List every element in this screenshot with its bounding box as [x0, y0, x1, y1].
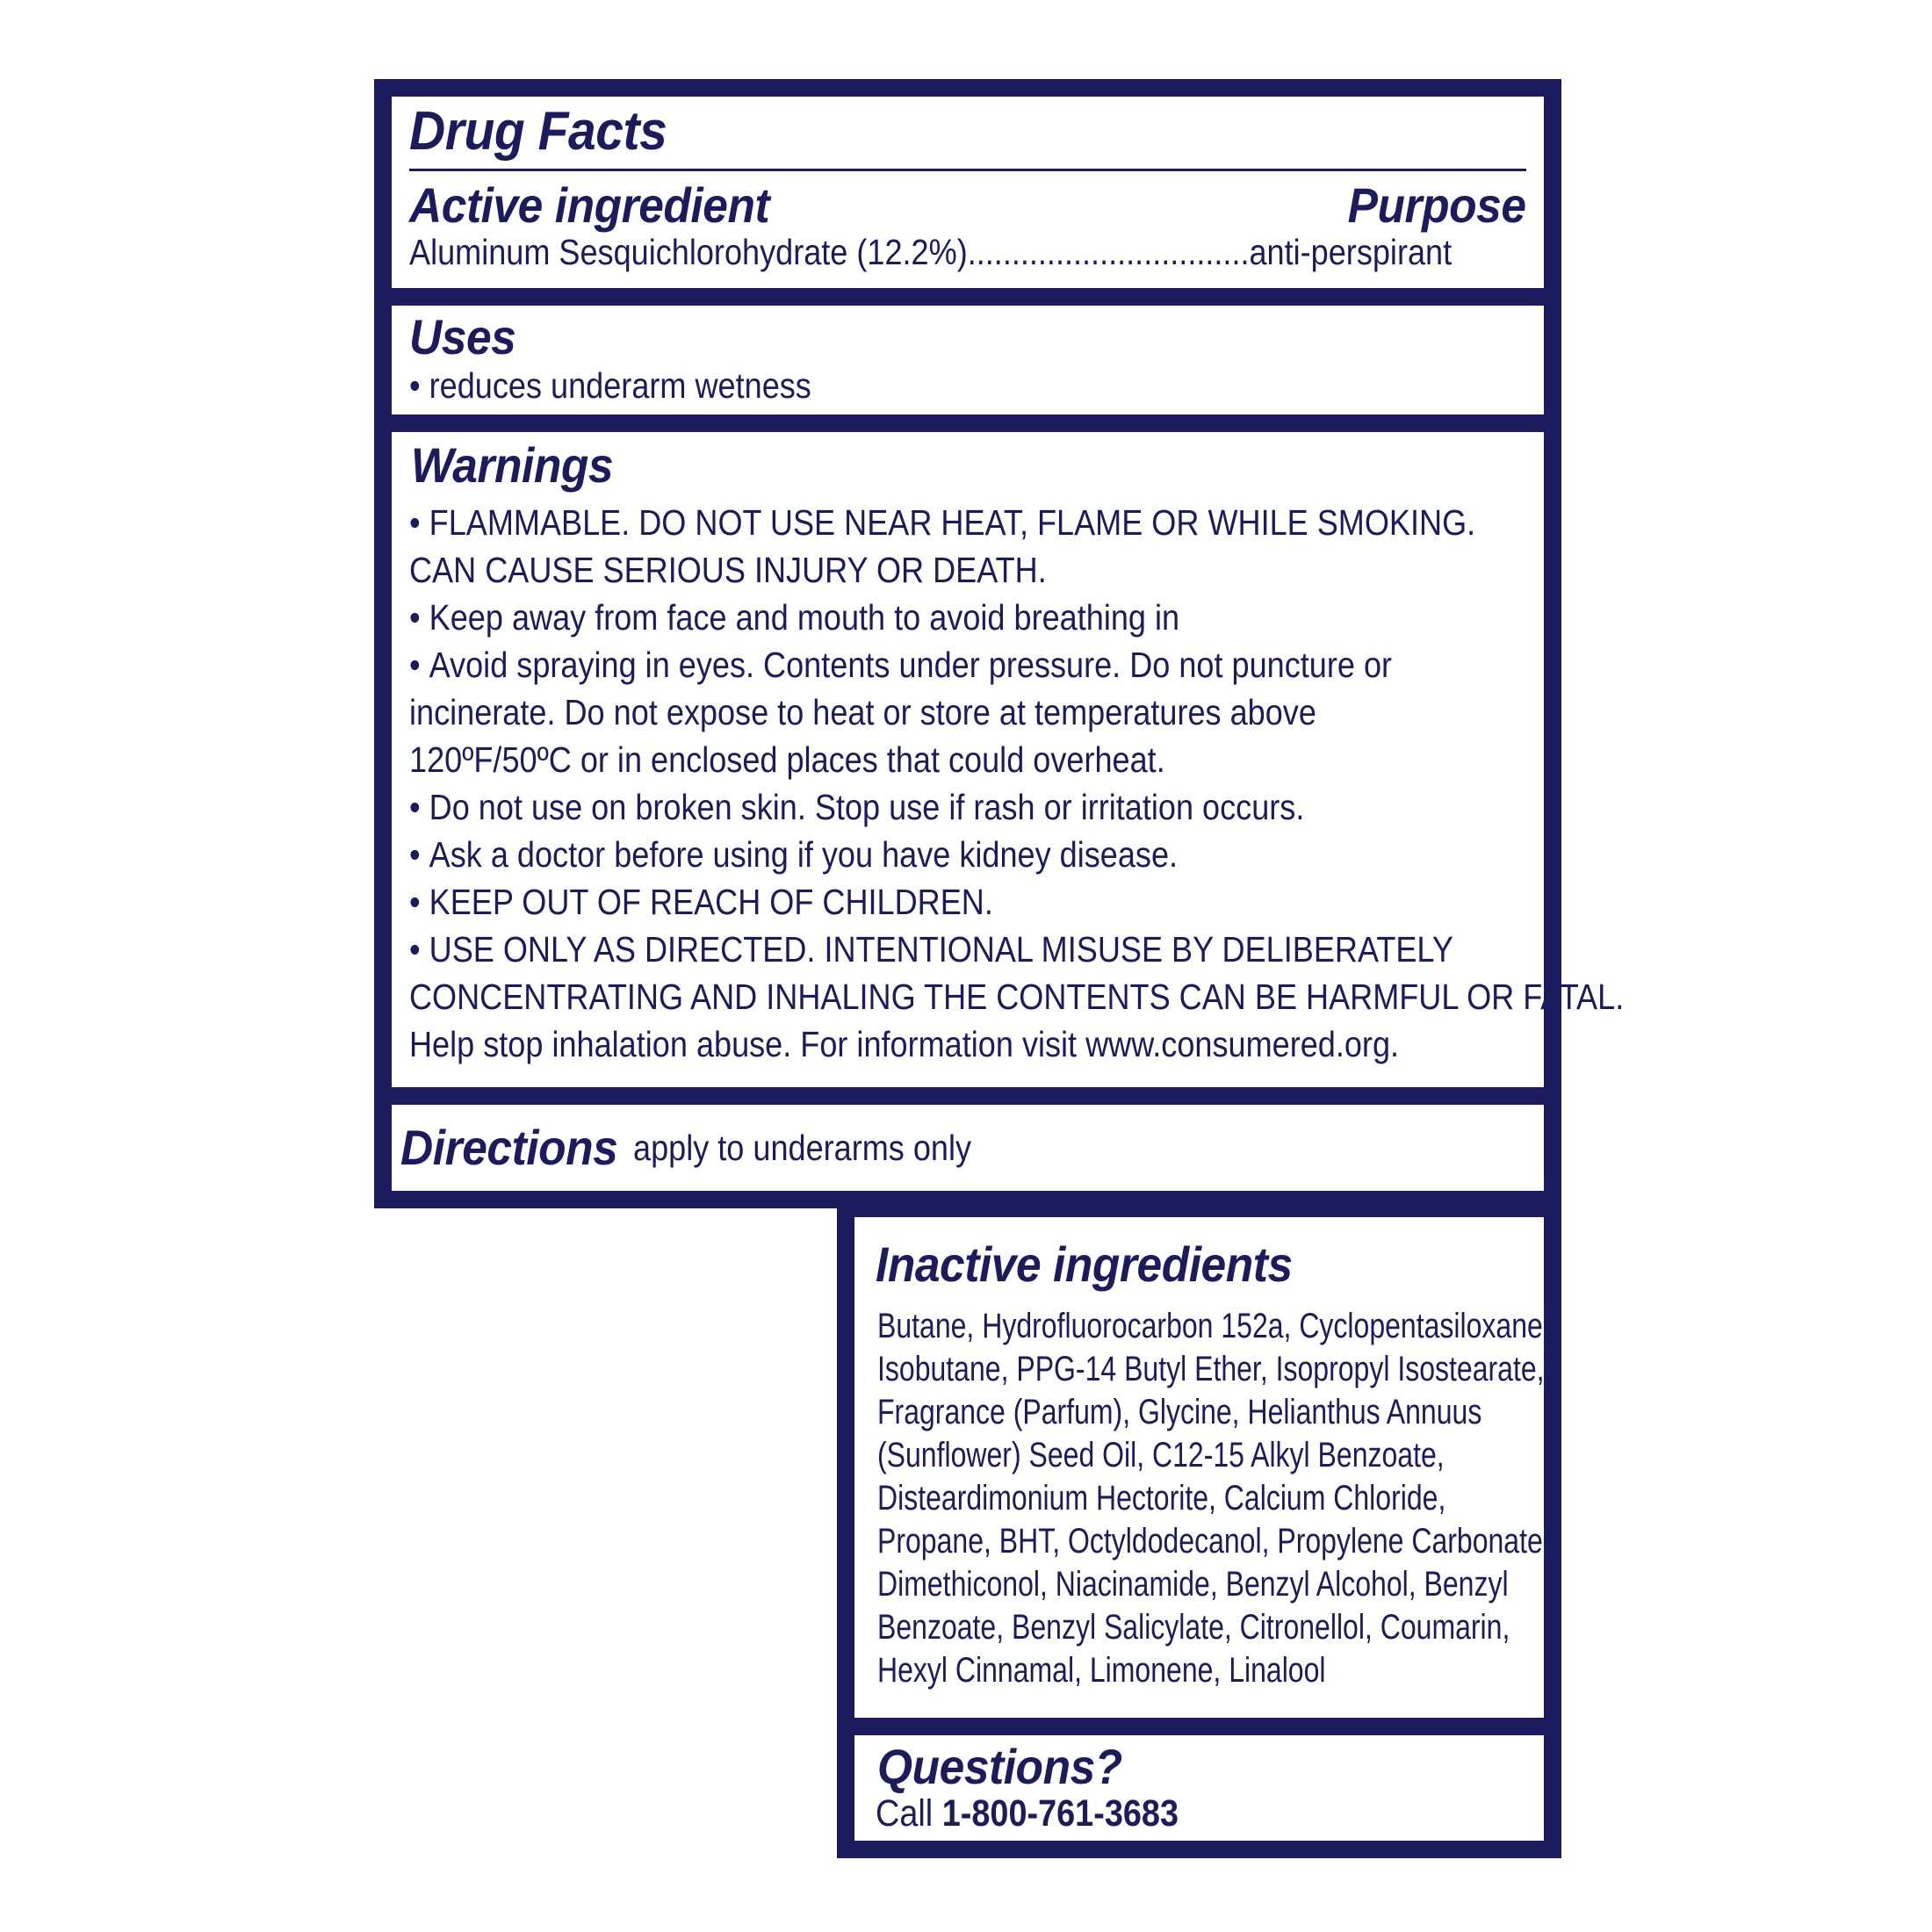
title-rule: [409, 169, 1526, 171]
warnings-list: [409, 499, 1790, 1068]
directions-text: apply to underarms only: [633, 1128, 972, 1168]
inactive-line: Fragrance (Parfum), Glycine, Helianthus Annuus: [877, 1393, 1482, 1431]
inactive-line: Butane, Hydrofluorocarbon 152a, Cyclopentasiloxane,: [877, 1307, 1551, 1345]
questions-call-line: [876, 1790, 1179, 1837]
inactive-line: Disteardimonium Hectorite, Calcium Chloride,: [877, 1479, 1446, 1517]
questions-panel: [854, 1735, 1544, 1841]
warning-line: • USE ONLY AS DIRECTED. INTENTIONAL MISUSE BY DELIBERATELY: [409, 926, 1624, 973]
inactive-ingredients-list: [877, 1305, 1719, 1692]
warning-line: • FLAMMABLE. DO NOT USE NEAR HEAT, FLAME OR WHILE SMOKING.: [409, 499, 1624, 546]
directions-row: [400, 1117, 1018, 1179]
warnings-panel: [392, 432, 1625, 1087]
warning-line: • Avoid spraying in eyes. Contents under pressure. Do not puncture or: [409, 641, 1624, 688]
active-ingredient-heading: Active ingredient: [409, 177, 770, 233]
uses-item: • reduces underarm wetness: [409, 362, 811, 409]
uses-heading: Uses: [409, 309, 516, 364]
leader-dots: ................................: [967, 232, 1250, 272]
active-ingredient-name: Aluminum Sesquichlorohydrate (12.2%): [409, 232, 968, 272]
inactive-ingredients-heading: Inactive ingredients: [876, 1236, 1293, 1292]
warning-line: • KEEP OUT OF REACH OF CHILDREN.: [409, 878, 1624, 926]
directions-heading: Directions: [400, 1120, 618, 1175]
warnings-heading: Warnings: [411, 437, 614, 493]
warning-line: 120ºF/50ºC or in enclosed places that could overheat.: [409, 739, 1165, 780]
inactive-line: (Sunflower) Seed Oil, C12-15 Alkyl Benzoate,: [877, 1436, 1445, 1474]
purpose-value: anti-perspirant: [1249, 232, 1453, 272]
inactive-ingredients-panel: [854, 1217, 1551, 1718]
warning-line: • Keep away from face and mouth to avoid breathing in: [409, 594, 1624, 641]
purpose-heading: Purpose: [1348, 177, 1526, 233]
phone-number[interactable]: 1-800-761-3683: [941, 1792, 1179, 1835]
warning-line: • Do not use on broken skin. Stop use if rash or irritation occurs.: [409, 783, 1624, 831]
inactive-line: Isobutane, PPG-14 Butyl Ether, Isopropyl Isostearate,: [877, 1350, 1545, 1388]
warning-line: CAN CAUSE SERIOUS INJURY OR DEATH.: [409, 550, 1047, 590]
inactive-line: Hexyl Cinnamal, Limonene, Linalool: [877, 1651, 1326, 1690]
directions-panel: [392, 1105, 1544, 1191]
active-ingredient-line: [409, 230, 1452, 274]
inactive-line: Benzoate, Benzyl Salicylate, Citronellol, Coumarin,: [877, 1608, 1510, 1647]
inactive-line: Dimethiconol, Niacinamide, Benzyl Alcohol, Benzyl: [877, 1565, 1509, 1604]
warning-line: Help stop inhalation abuse. For information visit www.consumered.org.: [409, 1024, 1400, 1064]
warning-line: incinerate. Do not expose to heat or store at temperatures above: [409, 692, 1316, 732]
questions-heading: Questions?: [877, 1739, 1122, 1794]
warning-line: CONCENTRATING AND INHALING THE CONTENTS CAN BE HARMFUL OR FATAL.: [409, 977, 1625, 1017]
drug-facts-title: Drug Facts: [409, 101, 667, 162]
uses-panel: [392, 306, 1544, 415]
warning-line: • Ask a doctor before using if you have kidney disease.: [409, 831, 1624, 878]
drug-facts-panel: [392, 97, 1544, 288]
inactive-line: Propane, BHT, Octyldodecanol, Propylene Carbonate,: [877, 1522, 1551, 1561]
call-label: Call: [876, 1792, 934, 1835]
